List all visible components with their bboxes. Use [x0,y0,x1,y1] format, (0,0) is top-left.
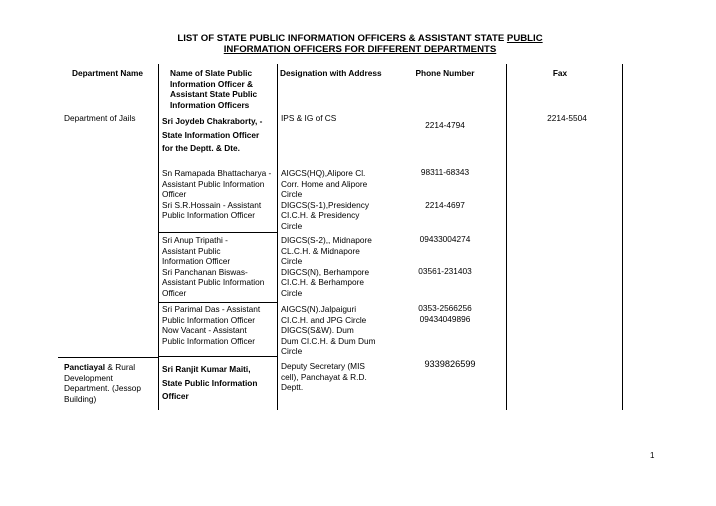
title-line1: LIST OF STATE PUBLIC INFORMATION OFFICERS & ASSISTANT STATE PUBLIC [177,33,543,44]
phone-jails: 2214-4794 [425,120,465,130]
officer-jails: Sri Joydeb Chakraborty, - State Information Officer for the Deptt. & Dte. [162,116,263,153]
header-officer: Name of Slate Public Information Officer & Assistant State Public Information Officers [170,68,258,110]
phone-jalpaiguri: 0353-2566256 09434049896 [418,303,472,324]
fax-jails: 2214-5504 [547,113,587,123]
phone-presidency: 2214-4697 [425,200,465,210]
document-title [150,33,570,55]
header-fax: Fax [552,68,568,78]
designation-jalpaiguri: AIGCS(N).Jalpaiguri CI.C.H. and JPG Circle DIGCS(S&W). Dum Dum CI.C.H. & Dum Dum Circle [281,304,376,357]
officer-panchayat: Sri Ranjit Kumar Maiti, State Public Information Officer [162,364,258,401]
column-divider [622,64,623,410]
designation-jails: IPS & IG of CS [281,113,337,123]
phone-berhampore: 03561-231403 [418,266,472,276]
header-phone: Phone Number [415,68,475,78]
row-divider [158,232,278,233]
row-divider [158,302,278,303]
column-divider [158,64,159,410]
column-divider [506,64,507,410]
officer-jalpaiguri: Sri Parimal Das - Assistant Public Information Officer Now Vacant - Assistant Public Information Officer [162,304,261,346]
designation-midnapore: DIGCS(S-2),, Midnapore CL.C.H. & Midnapore Circle DIGCS(N), Berhampore CI.C.H. & Berhampore Circle [281,235,372,298]
department-jails: Department of Jails [64,113,136,123]
row-divider [158,356,278,357]
officer-alipore: Sn Ramapada Bhattacharya - Assistant Public Information Officer Sri S.R.Hossain - Assistant Public Information Officer [162,168,272,221]
department-panchayat: Panctiayal & Rural Development Department. (Jessop Building) [64,362,142,404]
designation-panchayat: Deputy Secretary (MIS cell), Panchayat & R.D. Deptt. [281,361,367,393]
title-line2: INFORMATION OFFICERS FOR DIFFERENT DEPARTMENTS [223,44,497,55]
phone-panchayat: 9339826599 [424,359,476,369]
header-designation: Designation with Address [280,68,382,78]
header-department: Department Name [71,68,143,78]
phone-alipore: 98311-68343 [420,167,470,177]
page-number: 1 [650,451,655,460]
phone-midnapore: 09433004274 [419,234,471,244]
officer-midnapore: Sri Anup Tripathi - Assistant Public Information Officer Sri Panchanan Biswas- Assistant Public Information Officer [162,235,265,298]
designation-alipore: AIGCS(HQ),Alipore Cl. Corr. Home and Alipore Circle DIGCS(S-1),Presidency CI.C.H. & Presidency Circle [281,168,370,231]
row-divider [58,357,158,358]
